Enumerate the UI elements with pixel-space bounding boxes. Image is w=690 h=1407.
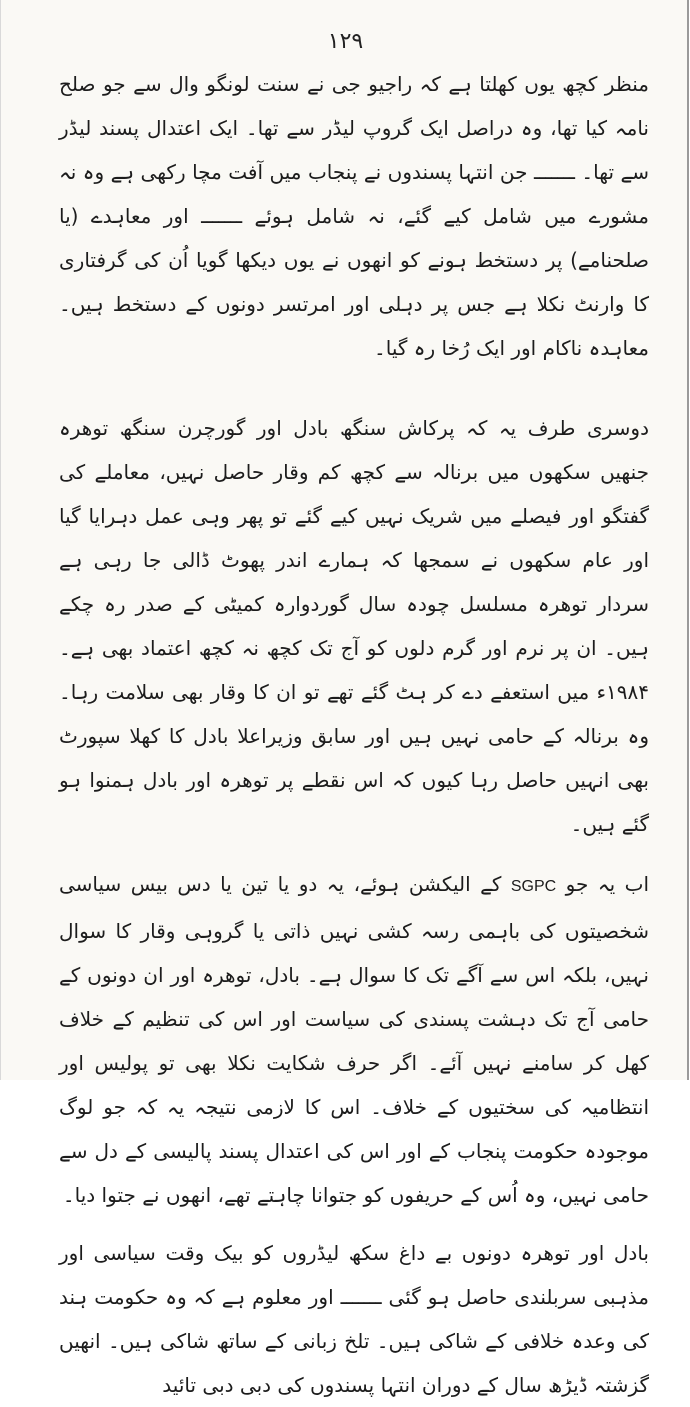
paragraph-4: بادل اور توھرہ دونوں بے داغ سکھ لیڈروں کو بیک وقت سیاسی اور مذہبی سربلندی حاصل ہو گئی ـــــــ اور معلوم ہے کہ وہ حکومت ہند کی وعدہ خلافی کے شاکی ہیں۔ تلخ زبانی کے ساتھ شاکی ہیں۔ انھیں گزشتہ ڈیڑھ سال کے دوران انتہا پسندوں کی دبی دبی تائید	[59, 1241, 649, 1397]
paragraph-1: منظر کچھ یوں کھلتا ہے کہ راجیو جی نے سنت لونگو وال سے جو صلح نامہ کیا تھا، وہ دراصل ایک گروپ لیڈر سے تھا۔ ایک اعتدال پسند لیڈر سے تھا۔ ـــــــ جن انتہا پسندوں نے پنجاب میں آفت مچا رکھی ہے وہ نہ مشورے میں شامل کیے گئے، نہ شامل ہوئے ـــــــ اور معاہدے (یا صلحنامے) پر دستخط ہونے کو انھوں نے یوں دیکھا گویا اُن کی گرفتاری کا وارنٹ نکلا ہے جس پر دہلی اور امرتسر دونوں کے دستخط ہیں۔ معاہدہ ناکام اور ایک رُخا رہ گیا۔	[59, 72, 649, 360]
sgpc-abbreviation: SGPC	[510, 878, 557, 895]
paragraph-3	[59, 862, 649, 1217]
paragraph-3-text-after: کے الیکشن ہوئے، یہ دو یا تین یا دس بیس سیاسی شخصیتوں کی باہمی رسہ کشی نہیں ذاتی یا گروہی وقار کا سوال نہیں، بلکہ اس سے آگے تک کا سوال ہے۔ بادل، توھرہ اور ان دونوں کے حامی آج تک دہشت پسندی کی سیاست اور اس کی تنظیم کے خلاف کھل کر سامنے نہیں آئے۔ اگر حرف شکایت نکلا بھی تو پولیس اور انتظامیہ کی سختیوں کے خلاف۔ اس کا لازمی نتیجہ یہ کہ جو لوگ موجودہ حکومت پنجاب کے اور اس کی اعتدال پسند پالیسی کے دل سے حامی نہیں، وہ اُس کے حریفوں کو جتوانا چاہتے تھے، انھوں نے جتوا دیا۔	[59, 872, 649, 1207]
page-body	[59, 62, 649, 1407]
page-number: ١٢٩	[327, 29, 364, 54]
paragraph-3-text-before: اب یہ جو	[565, 872, 649, 896]
paragraph-2: دوسری طرف یہ کہ پرکاش سنگھ بادل اور گورچرن سنگھ توھرہ جنھیں سکھوں میں برنالہ سے کچھ کم وقار حاصل نہیں، معاملے کی گفتگو اور فیصلے میں شریک نہیں کیے گئے تو پھر وہی عمل دہرایا گیا اور عام سکھوں نے سمجھا کہ ہمارے اندر پھوٹ ڈالی جا رہی ہے سردار توھرہ مسلسل چودہ سال گوردوارہ کمیٹی کے صدر رہ چکے ہیں۔ ان پر نرم اور گرم دلوں کو آج تک کچھ نہ کچھ اعتماد بھی ہے۔ ۱۹۸۴ء میں استعفے دے کر ہٹ گئے تھے تو ان کا وقار بھی سلامت رہا۔ وہ برنالہ کے حامی نہیں ہیں اور سابق وزیراعلا بادل کا کھلا سپورٹ بھی انہیں حاصل رہا کیوں کہ اس نقطے پر توھرہ اور بادل ہمنوا ہو گئے ہیں۔	[59, 416, 649, 836]
